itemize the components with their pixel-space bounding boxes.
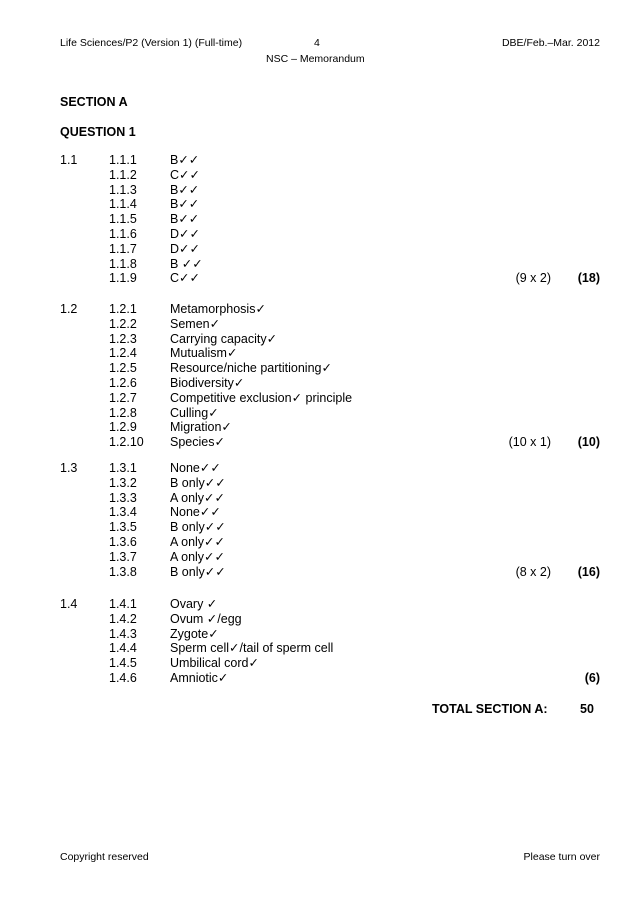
- sub-question-number: 1.1.4: [109, 197, 137, 212]
- answer-text: Amniotic✓: [170, 671, 229, 685]
- mark-calculation: (9 x 2): [515, 271, 551, 286]
- mark-calculation: (10 x 1): [508, 435, 551, 450]
- sub-question-number: 1.3.5: [109, 520, 137, 535]
- answer-text: Umbilical cord✓: [170, 656, 259, 671]
- answer-text: Sperm cell✓/tail of sperm cell: [170, 641, 334, 656]
- answer-text: C✓✓: [170, 167, 200, 182]
- sub-question-number: 1.2.10: [109, 435, 144, 450]
- answer-text: Carrying capacity✓: [170, 331, 278, 346]
- sub-question-number: 1.3.6: [109, 535, 137, 549]
- total-value: 50: [580, 702, 594, 716]
- section-title: SECTION A: [60, 95, 128, 109]
- answer-text: Migration✓: [170, 420, 232, 435]
- marks-total: (6): [584, 671, 600, 685]
- sub-question-number: 1.2.7: [109, 390, 137, 405]
- sub-question-number: 1.4.3: [109, 626, 137, 641]
- sub-question-number: 1.1.1: [109, 153, 137, 167]
- answer-text: None✓✓: [170, 505, 221, 520]
- answer-text: D✓✓: [170, 227, 200, 241]
- sub-question-number: 1.1.2: [109, 167, 137, 182]
- answer-text: Semen✓: [170, 316, 221, 331]
- sub-question-number: 1.1.7: [109, 241, 137, 256]
- answer-text: B only✓✓: [170, 564, 226, 579]
- mark-calculation: (8 x 2): [515, 564, 551, 579]
- header-page-number: 4: [314, 37, 320, 49]
- question-title: QUESTION 1: [60, 125, 136, 139]
- answer-text: B✓✓: [170, 153, 200, 167]
- footer-left: Copyright reserved: [60, 851, 149, 863]
- sub-question-number: 1.3.7: [109, 549, 137, 564]
- marks-total: (16): [577, 564, 600, 579]
- sub-question-number: 1.4.1: [109, 597, 137, 611]
- sub-question-number: 1.4.6: [109, 671, 137, 685]
- answer-text: B ✓✓: [170, 256, 203, 271]
- answer-text: B✓✓: [170, 197, 200, 212]
- marks-total: (10): [577, 435, 600, 450]
- sub-question-number: 1.4.5: [109, 656, 137, 671]
- header-left: Life Sciences/P2 (Version 1) (Full-time): [60, 37, 243, 49]
- answer-text: Species✓: [170, 435, 225, 450]
- question-number: 1.3: [60, 461, 78, 475]
- answer-text: Resource/niche partitioning✓: [170, 361, 332, 376]
- answer-text: C✓✓: [170, 271, 200, 286]
- header-right: DBE/Feb.–Mar. 2012: [501, 37, 600, 49]
- answer-text: B✓✓: [170, 182, 200, 197]
- answer-text: Competitive exclusion✓ principle: [170, 390, 353, 405]
- sub-question-number: 1.3.2: [109, 475, 137, 490]
- sub-question-number: 1.2.1: [109, 302, 137, 316]
- sub-question-number: 1.1.5: [109, 212, 137, 227]
- marks-total: (18): [577, 271, 600, 286]
- answer-text: Ovary ✓: [170, 597, 218, 611]
- answer-text: B only✓✓: [170, 520, 226, 535]
- answer-text: A only✓✓: [170, 535, 225, 549]
- question-number: 1.4: [60, 597, 78, 611]
- sub-question-number: 1.2.6: [109, 376, 137, 390]
- sub-question-number: 1.1.3: [109, 182, 137, 197]
- footer-right: Please turn over: [523, 851, 600, 863]
- sub-question-number: 1.2.5: [109, 361, 137, 376]
- header-subtitle: NSC – Memorandum: [266, 53, 365, 65]
- answer-text: None✓✓: [170, 461, 221, 475]
- sub-question-number: 1.1.6: [109, 227, 137, 241]
- question-number: 1.1: [60, 153, 78, 167]
- sub-question-number: 1.2.4: [109, 346, 137, 361]
- answer-text: Biodiversity✓: [170, 376, 245, 390]
- answer-text: B✓✓: [170, 212, 200, 227]
- sub-question-number: 1.3.8: [109, 564, 137, 579]
- sub-question-number: 1.4.4: [109, 641, 137, 656]
- sub-question-number: 1.3.3: [109, 490, 137, 505]
- answer-text: A only✓✓: [170, 490, 225, 505]
- sub-question-number: 1.4.2: [109, 611, 137, 626]
- answer-text: Zygote✓: [170, 626, 219, 641]
- answer-text: Mutualism✓: [170, 346, 238, 361]
- total-label: TOTAL SECTION A:: [432, 702, 548, 716]
- answer-text: D✓✓: [170, 241, 200, 256]
- answer-text: B only✓✓: [170, 475, 226, 490]
- answer-text: Ovum ✓/egg: [170, 611, 242, 626]
- answer-text: Culling✓: [170, 405, 219, 420]
- sub-question-number: 1.3.1: [109, 461, 137, 475]
- sub-question-number: 1.2.8: [109, 405, 137, 420]
- sub-question-number: 1.1.9: [109, 271, 137, 286]
- sub-question-number: 1.3.4: [109, 505, 137, 520]
- answer-text: Metamorphosis✓: [170, 302, 266, 316]
- sub-question-number: 1.2.9: [109, 420, 137, 435]
- sub-question-number: 1.1.8: [109, 256, 137, 271]
- sub-question-number: 1.2.3: [109, 331, 137, 346]
- sub-question-number: 1.2.2: [109, 316, 137, 331]
- answer-text: A only✓✓: [170, 549, 225, 564]
- question-number: 1.2: [60, 302, 78, 316]
